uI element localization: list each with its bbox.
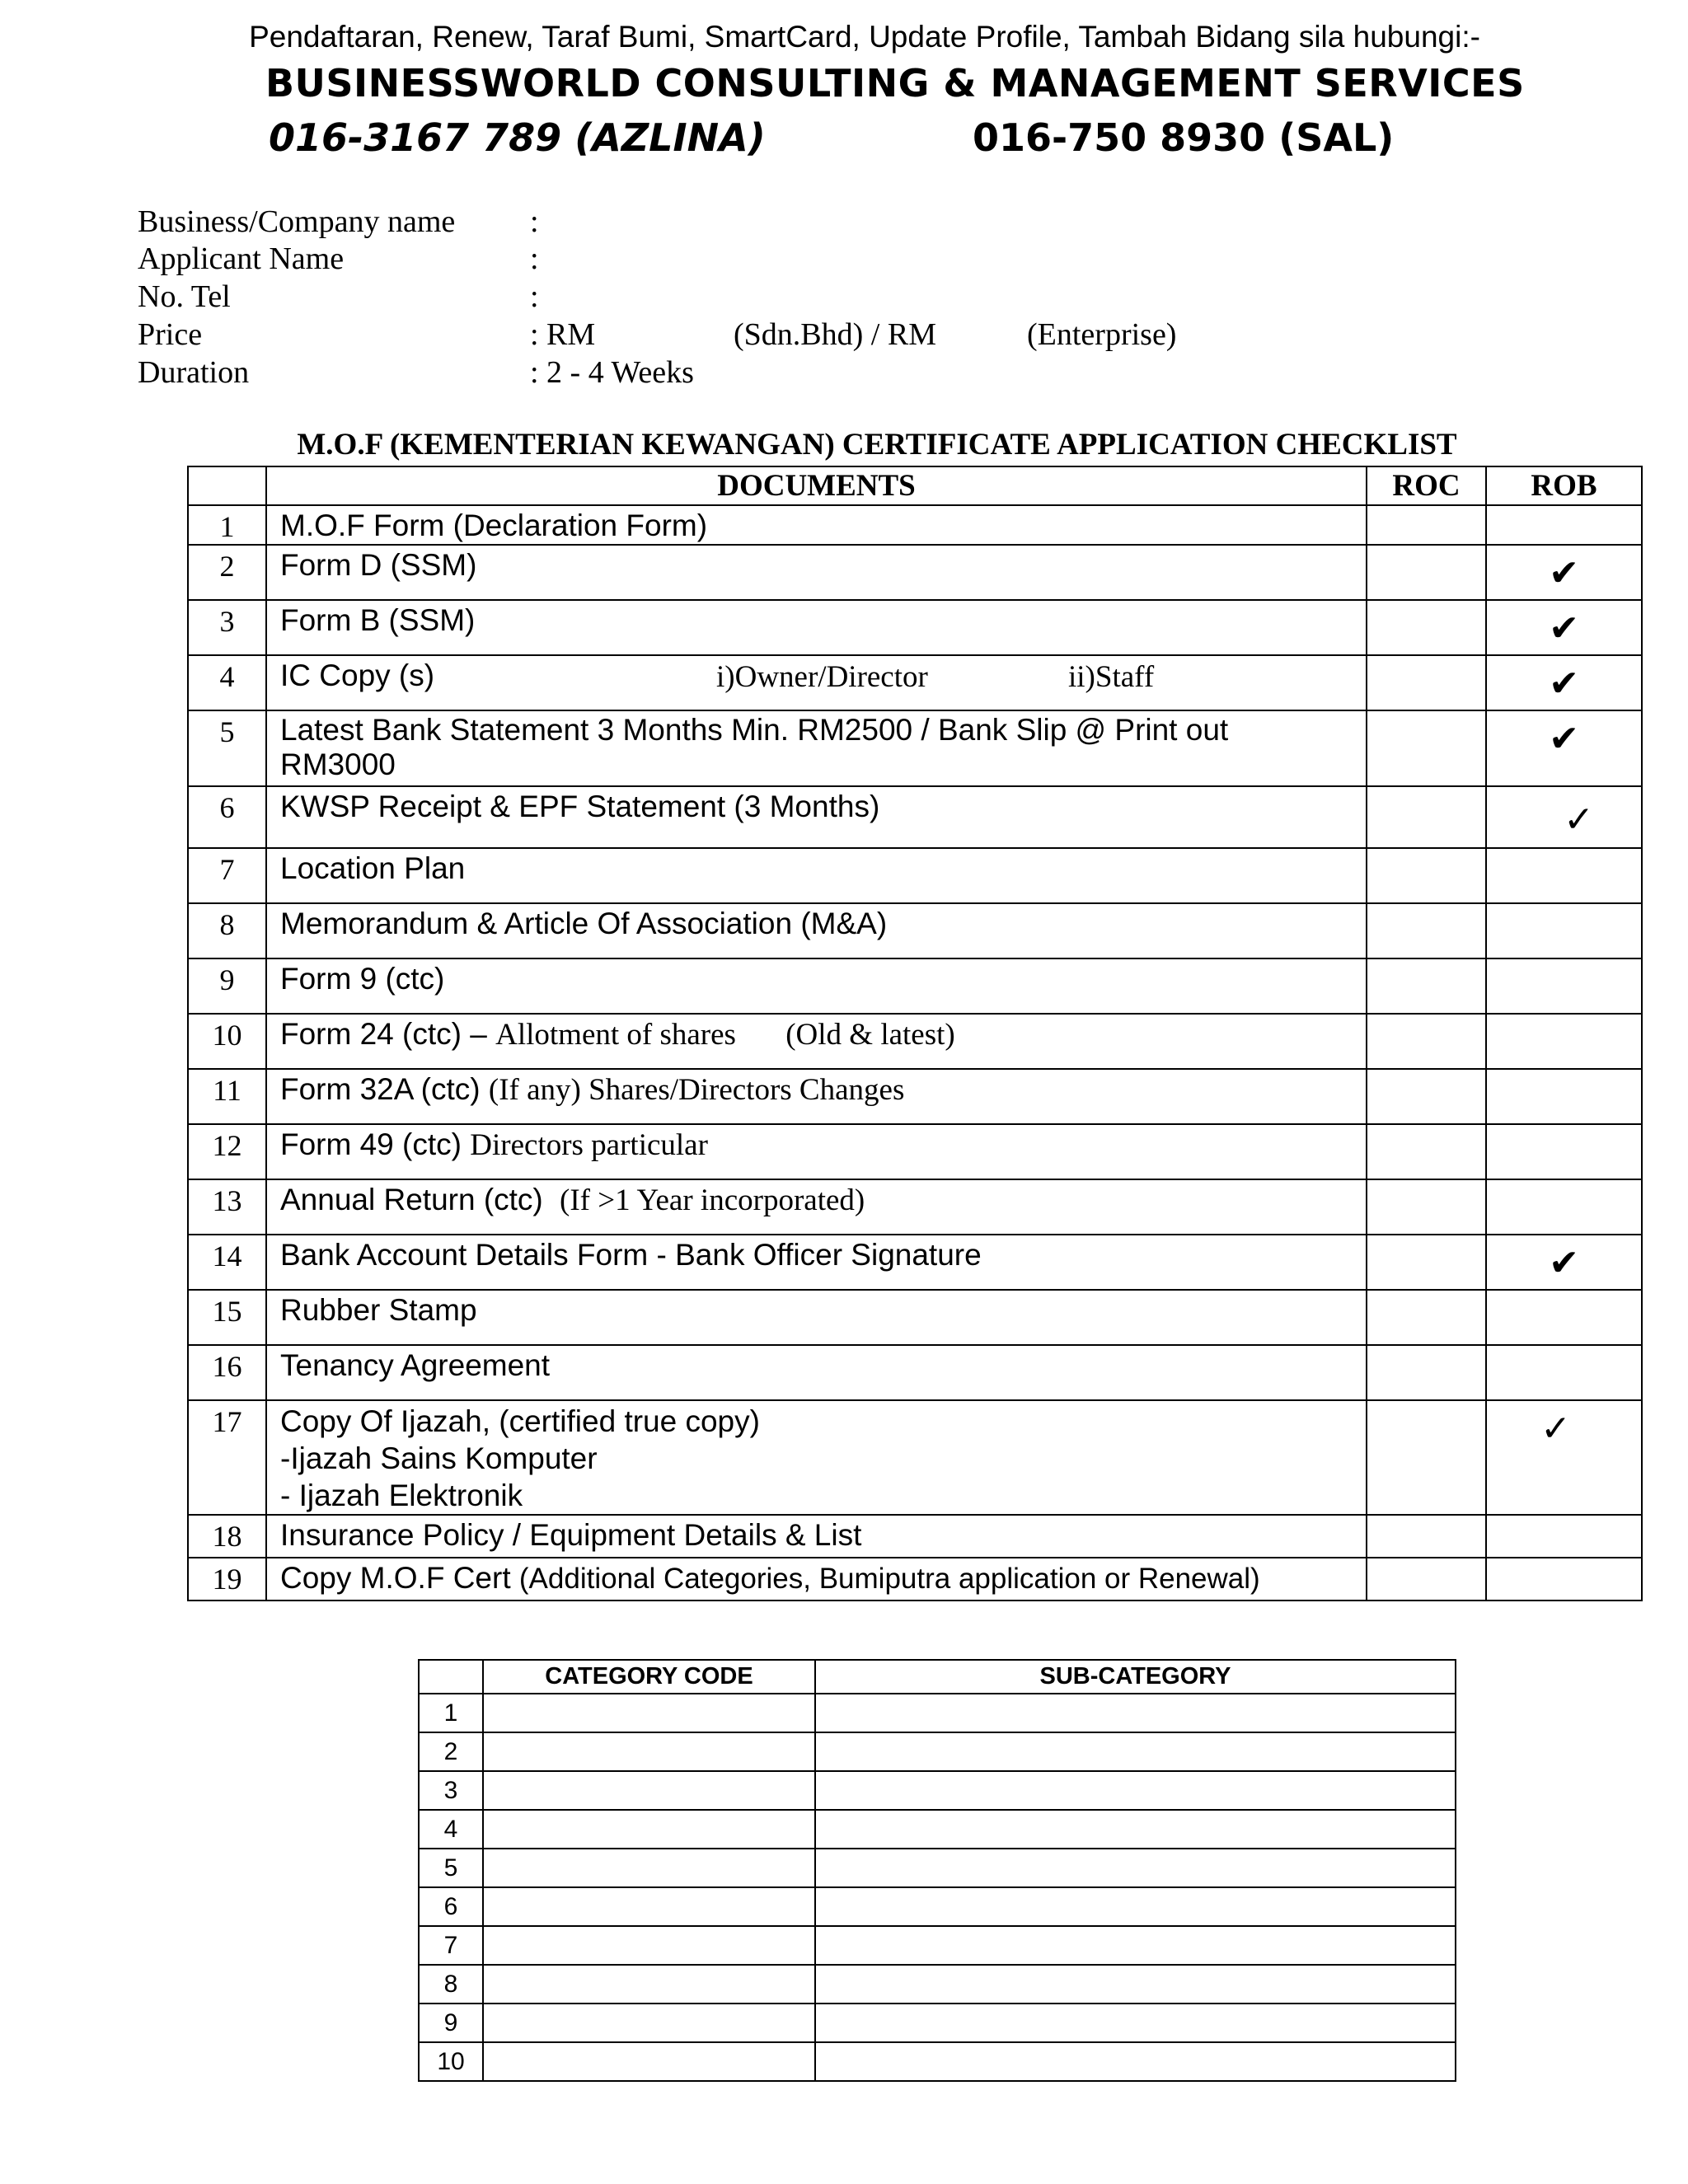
rob-cell [1486,1014,1642,1069]
row-number: 14 [188,1235,266,1290]
table-row [188,1290,1642,1345]
category-row-number: 6 [419,1887,483,1926]
check-icon: ✔ [1486,1235,1642,1290]
document-name: Form D (SSM) [280,548,477,582]
roc-cell [1367,1014,1486,1069]
sub-category-cell[interactable] [815,1732,1456,1771]
header-category-code: CATEGORY CODE [483,1660,815,1694]
category-code-cell[interactable] [483,1771,815,1810]
row-document [266,655,1367,710]
category-row-number: 4 [419,1810,483,1849]
row-document [266,1069,1367,1124]
rob-cell [1486,1290,1642,1345]
document-name: M.O.F Form (Declaration Form) [280,509,708,542]
document-name: Form 9 (ctc) [280,962,445,996]
note-allotment: Allotment of shares [495,1018,736,1052]
category-code-cell[interactable] [483,1732,815,1771]
table-row [188,786,1642,848]
table-row [188,958,1642,1014]
rob-cell [1486,1069,1642,1124]
category-row-number: 3 [419,1771,483,1810]
roc-cell [1367,1179,1486,1235]
header-rob: ROB [1486,466,1642,505]
row-document [266,1179,1367,1235]
label-duration: Duration [138,355,250,390]
document-name: Annual Return (ctc) [280,1183,543,1216]
value-duration: : 2 - 4 Weeks [530,355,694,390]
table-row [188,1345,1642,1400]
row-document [266,786,1367,848]
sub-category-cell[interactable] [815,1849,1456,1887]
sub-category-cell[interactable] [815,1965,1456,2004]
document-name: Form 32A (ctc) [280,1072,481,1106]
row-number: 1 [188,505,266,545]
category-code-cell[interactable] [483,2042,815,2081]
document-name: Form B (SSM) [280,603,476,637]
table-row [188,505,1642,545]
category-row-number: 8 [419,1965,483,2004]
check-icon: ✓ [1486,1400,1642,1515]
category-code-cell[interactable] [483,1810,815,1849]
check-icon: ✔ [1486,600,1642,655]
roc-cell [1367,1069,1486,1124]
row-number: 9 [188,958,266,1014]
category-row-number: 1 [419,1694,483,1732]
table-row [188,545,1642,600]
category-row [419,1887,1456,1926]
label-price: Price [138,317,203,352]
table-row [188,1069,1642,1124]
contact-intro: Pendaftaran, Renew, Taraf Bumi, SmartCard, Update Profile, Tambah Bidang sila hubungi:- [249,20,1480,54]
row-document [266,1345,1367,1400]
document-name: Form 24 (ctc) – [280,1017,487,1051]
label-tel: No. Tel [138,279,231,314]
row-number: 5 [188,710,266,786]
document-name: Form 49 (ctc) [280,1127,462,1161]
row-number: 4 [188,655,266,710]
row-number: 11 [188,1069,266,1124]
row-number: 6 [188,786,266,848]
value-business-name: : [530,204,539,239]
document-name: Copy M.O.F Cert [280,1561,511,1595]
note-directors-particular: Directors particular [470,1128,708,1162]
header-roc: ROC [1367,466,1486,505]
row-document [266,1515,1367,1558]
document-name: Location Plan [280,851,466,885]
category-header-row [419,1660,1456,1694]
check-icon: ✔ [1486,710,1642,786]
row-document [266,848,1367,903]
rob-cell [1486,903,1642,958]
category-row [419,1926,1456,1965]
category-row-number: 7 [419,1926,483,1965]
table-row [188,1124,1642,1179]
document-name-line2: -Ijazah Sains Komputer [280,1441,598,1475]
row-document [266,1124,1367,1179]
table-row [188,710,1642,786]
phone-azlina: 016-3167 789 (AZLINA) [269,115,766,160]
label-applicant-name: Applicant Name [138,241,345,276]
roc-cell [1367,545,1486,600]
category-table [418,1659,1456,2082]
row-number: 18 [188,1515,266,1558]
roc-cell [1367,600,1486,655]
table-row [188,1235,1642,1290]
row-number: 16 [188,1345,266,1400]
category-row [419,1732,1456,1771]
row-document [266,545,1367,600]
table-row [188,903,1642,958]
table-row [188,1014,1642,1069]
category-row-number: 5 [419,1849,483,1887]
category-row [419,1965,1456,2004]
row-number: 17 [188,1400,266,1515]
note-mof-cert: (Additional Categories, Bumiputra application or Renewal) [518,1563,1260,1595]
row-number: 13 [188,1179,266,1235]
row-document [266,1290,1367,1345]
note-incorporated: (If >1 Year incorporated) [560,1183,865,1217]
value-price-rm: : RM [530,317,596,352]
phone-sal: 016-750 8930 (SAL) [973,115,1395,160]
row-document [266,600,1367,655]
header-documents: DOCUMENTS [266,466,1367,505]
sub-category-cell[interactable] [815,1694,1456,1732]
document-name: Bank Account Details Form - Bank Officer Signature [280,1238,982,1272]
check-icon: ✔ [1486,545,1642,600]
roc-cell [1367,1400,1486,1515]
roc-cell [1367,1290,1486,1345]
roc-cell [1367,710,1486,786]
note-staff: ii)Staff [1068,660,1155,694]
document-name-line3: - Ijazah Elektronik [280,1479,523,1512]
table-row [188,655,1642,710]
sub-category-cell[interactable] [815,1926,1456,1965]
rob-cell [1486,1558,1642,1601]
header-number [188,466,266,505]
category-code-cell[interactable] [483,1694,815,1732]
document-name: Memorandum & Article Of Association (M&A) [280,907,888,940]
rob-cell [1486,1515,1642,1558]
rob-cell [1486,958,1642,1014]
row-number: 10 [188,1014,266,1069]
value-tel: : [530,279,539,314]
roc-cell [1367,1345,1486,1400]
roc-cell [1367,505,1486,545]
checklist-title: M.O.F (KEMENTERIAN KEWANGAN) CERTIFICATE APPLICATION CHECKLIST [297,428,1457,462]
document-name-line2: RM3000 [280,748,396,781]
checklist-header-row [188,466,1642,505]
sub-category-cell[interactable] [815,1771,1456,1810]
category-code-cell[interactable] [483,1965,815,2004]
note-old-latest: (Old & latest) [785,1018,955,1052]
category-header-number [419,1660,483,1694]
note-owner-director: i)Owner/Director [716,660,928,694]
category-row-number: 10 [419,2042,483,2081]
document-name: Rubber Stamp [280,1293,477,1327]
category-code-cell[interactable] [483,1926,815,1965]
row-document [266,1014,1367,1069]
row-document [266,1235,1367,1290]
document-name: Copy Of Ijazah, (certified true copy) [280,1404,760,1438]
category-row [419,1849,1456,1887]
roc-cell [1367,1235,1486,1290]
roc-cell [1367,903,1486,958]
checklist-table [187,466,1643,1601]
category-row [419,2042,1456,2081]
value-applicant-name: : [530,241,539,276]
row-number: 19 [188,1558,266,1601]
document-name: Insurance Policy / Equipment Details & List [280,1518,862,1552]
table-row [188,1179,1642,1235]
rob-cell [1486,1179,1642,1235]
rob-cell [1486,1345,1642,1400]
roc-cell [1367,848,1486,903]
table-row [188,600,1642,655]
roc-cell [1367,1558,1486,1601]
note-shares-directors: (If any) Shares/Directors Changes [488,1073,905,1107]
category-code-cell[interactable] [483,1887,815,1926]
check-icon: ✔ [1486,655,1642,710]
row-number: 15 [188,1290,266,1345]
row-number: 12 [188,1124,266,1179]
check-icon: ✓ [1486,786,1642,848]
category-row [419,1771,1456,1810]
sub-category-cell[interactable] [815,1887,1456,1926]
company-name: BUSINESSWORLD CONSULTING & MANAGEMENT SERVICES [265,61,1525,105]
table-row [188,1558,1642,1601]
roc-cell [1367,1515,1486,1558]
row-document [266,710,1367,786]
category-row [419,1810,1456,1849]
header-sub-category: SUB-CATEGORY [815,1660,1456,1694]
row-document [266,505,1367,545]
rob-cell [1486,505,1642,545]
document-name: Latest Bank Statement 3 Months Min. RM2500 / Bank Slip @ Print out [280,713,1229,747]
table-row [188,1515,1642,1558]
roc-cell [1367,786,1486,848]
row-number: 8 [188,903,266,958]
roc-cell [1367,1124,1486,1179]
document-name: KWSP Receipt & EPF Statement (3 Months) [280,790,880,823]
category-row [419,2004,1456,2042]
sub-category-cell[interactable] [815,1810,1456,1849]
document-name: IC Copy (s) [280,658,435,692]
label-business-name: Business/Company name [138,204,456,239]
row-document [266,958,1367,1014]
row-number: 2 [188,545,266,600]
rob-cell [1486,848,1642,903]
category-row-number: 2 [419,1732,483,1771]
document-name: Tenancy Agreement [280,1348,551,1382]
value-price-enterprise: (Enterprise) [1027,317,1177,352]
row-document [266,1558,1367,1601]
roc-cell [1367,655,1486,710]
sub-category-cell[interactable] [815,2042,1456,2081]
row-document [266,1400,1367,1515]
row-number: 3 [188,600,266,655]
roc-cell [1367,958,1486,1014]
rob-cell [1486,1124,1642,1179]
row-number: 7 [188,848,266,903]
row-document [266,903,1367,958]
category-row [419,1694,1456,1732]
category-code-cell[interactable] [483,2004,815,2042]
sub-category-cell[interactable] [815,2004,1456,2042]
value-price-sdnbhd: (Sdn.Bhd) / RM [734,317,936,352]
table-row [188,1400,1642,1515]
category-row-number: 9 [419,2004,483,2042]
table-row [188,848,1642,903]
category-code-cell[interactable] [483,1849,815,1887]
